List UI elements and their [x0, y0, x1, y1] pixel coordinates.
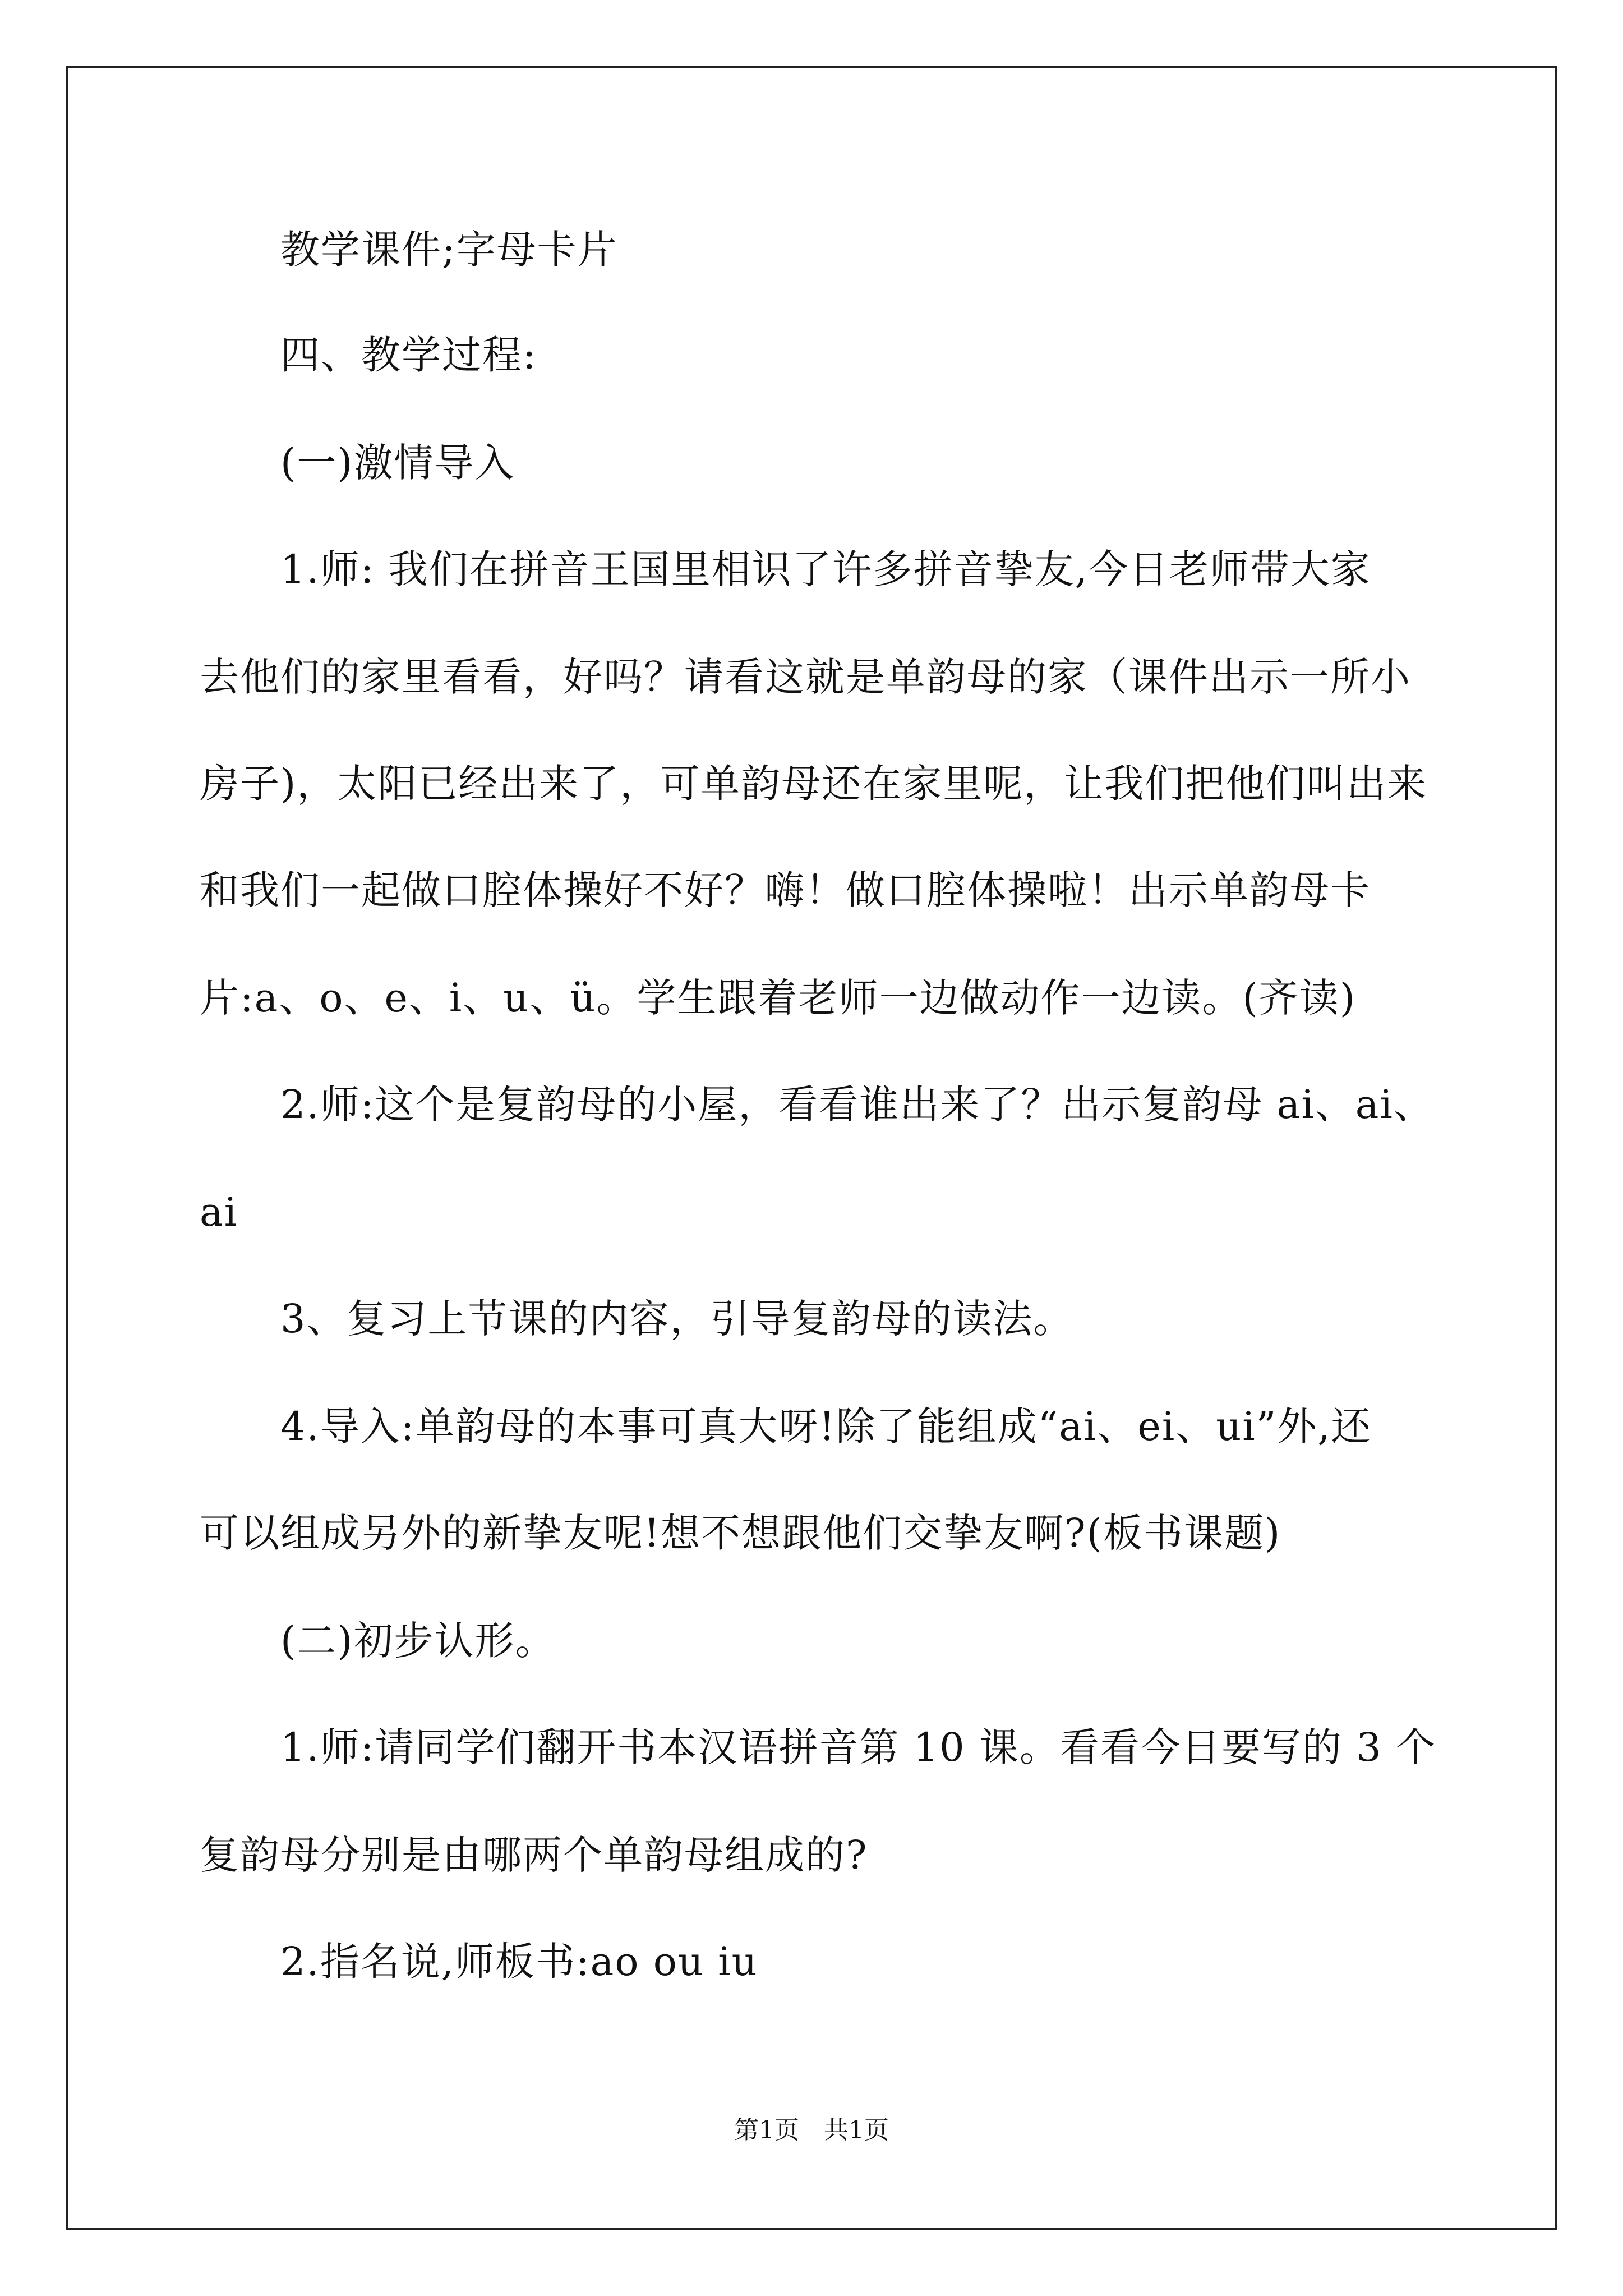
text-line: 可以组成另外的新挚友呢!想不想跟他们交挚友啊?(板书课题) — [200, 1510, 1281, 1556]
text-line: (二)初步认形。 — [280, 1618, 556, 1664]
text-line: 教学课件;字母卡片 — [280, 227, 618, 273]
text-line: 2.师:这个是复韵母的小屋，看看谁出来了？出示复韵母 ai、ai、 — [280, 1082, 1434, 1128]
text-line: 四、教学过程: — [280, 332, 537, 378]
text-line: 2.指名说,师板书:ao ou iu — [280, 1939, 758, 1985]
text-line: (一)激情导入 — [280, 440, 515, 486]
text-line: 房子)，太阳已经出来了，可单韵母还在家里呢，让我们把他们叫出来 — [200, 761, 1428, 807]
text-line: 片:a、o、e、i、u、ü。学生跟着老师一边做动作一边读。(齐读) — [200, 975, 1357, 1021]
page-number-footer: 第1页 共1页 — [734, 2116, 889, 2145]
text-line: 3、复习上节课的内容，引导复韵母的读法。 — [280, 1296, 1074, 1342]
text-line: 4.导入:单韵母的本事可真大呀!除了能组成“ai、ei、ui”外,还 — [280, 1404, 1372, 1450]
page-border — [66, 66, 1557, 2230]
text-line: ai — [200, 1189, 238, 1235]
text-line: 1.师:请同学们翻开书本汉语拼音第 10 课。看看今日要写的 3 个 — [280, 1724, 1436, 1770]
text-line: 复韵母分别是由哪两个单韵母组成的? — [200, 1832, 868, 1878]
text-line: 和我们一起做口腔体操好不好？嗨！做口腔体操啦！出示单韵母卡 — [200, 867, 1371, 913]
text-line: 去他们的家里看看，好吗？请看这就是单韵母的家（课件出示一所小 — [200, 654, 1411, 700]
text-line: 1.师: 我们在拼音王国里相识了许多拼音挚友,今日老师带大家 — [280, 546, 1371, 592]
